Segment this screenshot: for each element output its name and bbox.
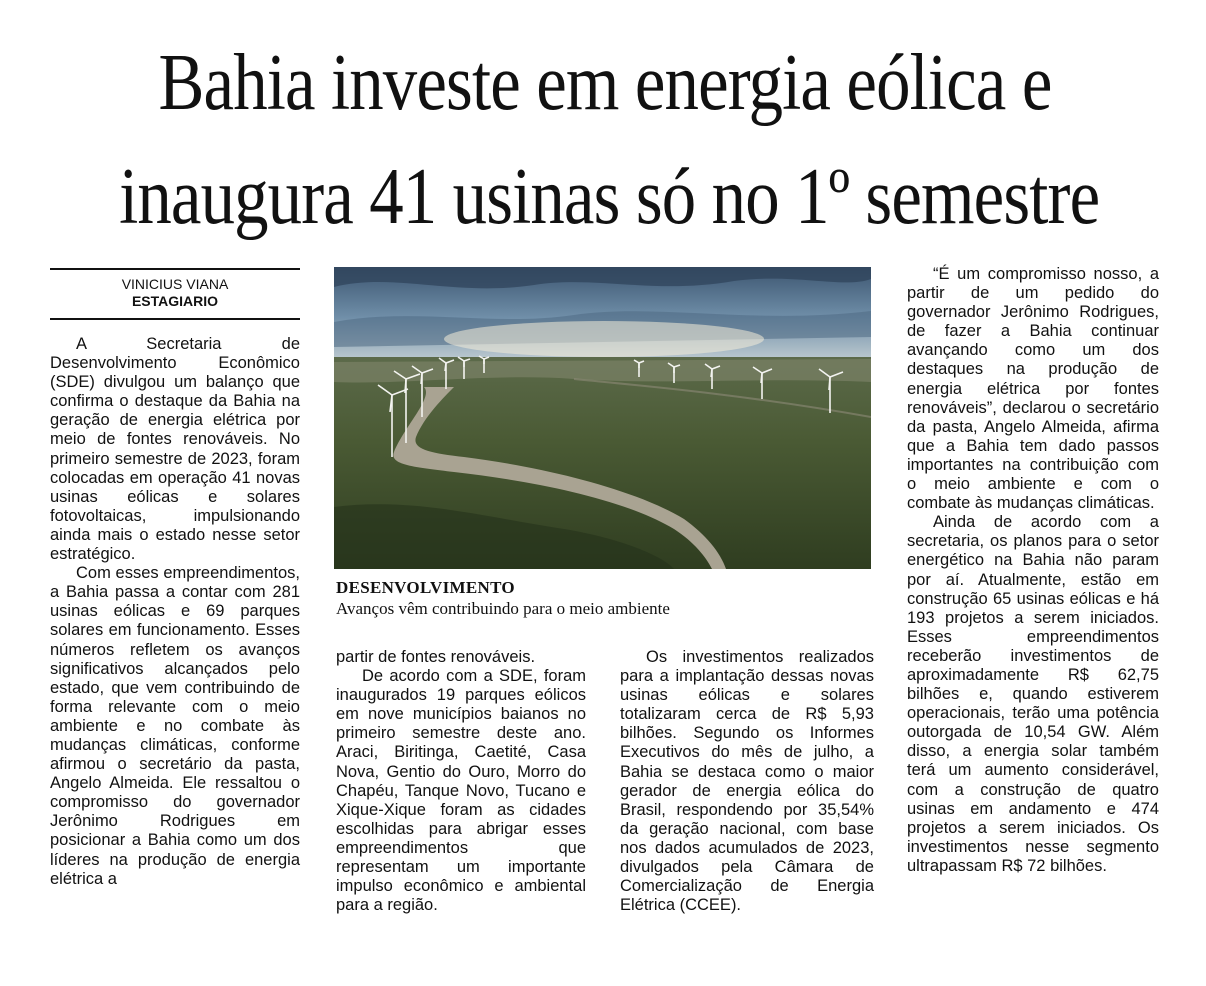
headline-line-2: inaugura 41 usinas só no 1º semestre xyxy=(119,153,1100,241)
article-column-4 xyxy=(907,265,1159,876)
paragraph: partir de fontes renováveis. xyxy=(336,648,536,666)
headline-line-1: Bahia investe em energia eólica e xyxy=(158,39,1052,127)
paragraph: De acordo com a SDE, foram inaugurados 19 parques eólicos em nove municípios baianos no primeiro semestre deste ano. Araci, Biritinga, Caetité, Casa Nova, Gentio do Ouro, Morro do Chapéu, Tanque Novo, Tucano e Xique-Xique foram as cidades escolhidas para abrigar esses empreendimentos que representam um importante impulso econômico e ambiental para a região. xyxy=(336,667,586,915)
byline-role: ESTAGIARIO xyxy=(131,293,219,309)
article-column-2 xyxy=(336,648,586,915)
byline xyxy=(50,268,300,320)
paragraph: “É um compromisso nosso, a partir de um pedido do governador Jerônimo Rodrigues, de fazer a Bahia continuar avançando como um dos destaques na produção de energia elétrica por fontes renováveis”, declarou o secretário da pasta, Angelo Almeida, afirma que a Bahia tem dado passos importantes na contribuição com o meio ambiente e com o combate às mudanças climáticas. xyxy=(907,265,1159,513)
caption-kicker: DESENVOLVIMENTO xyxy=(336,578,515,597)
article-column-3 xyxy=(620,648,874,915)
paragraph: A Secretaria de Desenvolvimento Econômico (SDE) divulgou um balanço que confirma o destaque da Bahia na geração de energia elétrica por meio de fontes renováveis. No primeiro semestre de 2023, foram colocadas em operação 41 novas usinas eólicas e solares fotovoltaicas, impulsionando ainda mais o estado nesse setor estratégico. xyxy=(50,335,300,564)
byline-author: VINICIUS VIANA xyxy=(121,276,229,292)
caption-text: Avanços vêm contribuindo para o meio ambiente xyxy=(336,599,670,618)
paragraph: Com esses empreendimentos, a Bahia passa a contar com 281 usinas eólicas e 69 parques solares em funcionamento. Esses números refletem os avanços significativos alcançados pelo estado, que vem contribuindo de forma relevante com o meio ambiente e no combate às mudanças climáticas, conforme afirmou o secretário da pasta, Angelo Almeida. Ele ressaltou o compromisso do governador Jerônimo Rodrigues em posicionar a Bahia como um dos líderes na produção de energia elétrica a xyxy=(50,564,300,888)
wind-farm-photo xyxy=(334,267,871,569)
photo-caption xyxy=(336,578,876,620)
paragraph: Ainda de acordo com a secretaria, os planos para o setor energético na Bahia não param por aí. Atualmente, estão em construção 65 usinas eólicas e há 193 projetos a serem iniciados. Esses empreendimentos receberão investimentos de aproximadamente R$ 62,75 bilhões e, quando estiverem operacionais, terão uma potência outorgada de 10,54 GW. Além disso, a energia solar também terá um aumento considerável, com a construção de quatro usinas em andamento e 474 projetos a serem iniciados. Os investimentos nesse segmento ultrapassam R$ 72 bilhões. xyxy=(907,513,1159,875)
paragraph: Os investimentos realizados para a implantação dessas novas usinas eólicas e solares totalizaram cerca de R$ 5,93 bilhões. Segundo os Informes Executivos do mês de julho, a Bahia se destaca como o maior gerador de energia eólica do Brasil, respondendo por 35,54% da geração nacional, com base nos dados acumulados de 2023, divulgados pela Câmara de Comercialização de Energia Elétrica (CCEE). xyxy=(620,648,874,915)
article-column-1 xyxy=(50,335,300,889)
headline xyxy=(119,26,1100,254)
